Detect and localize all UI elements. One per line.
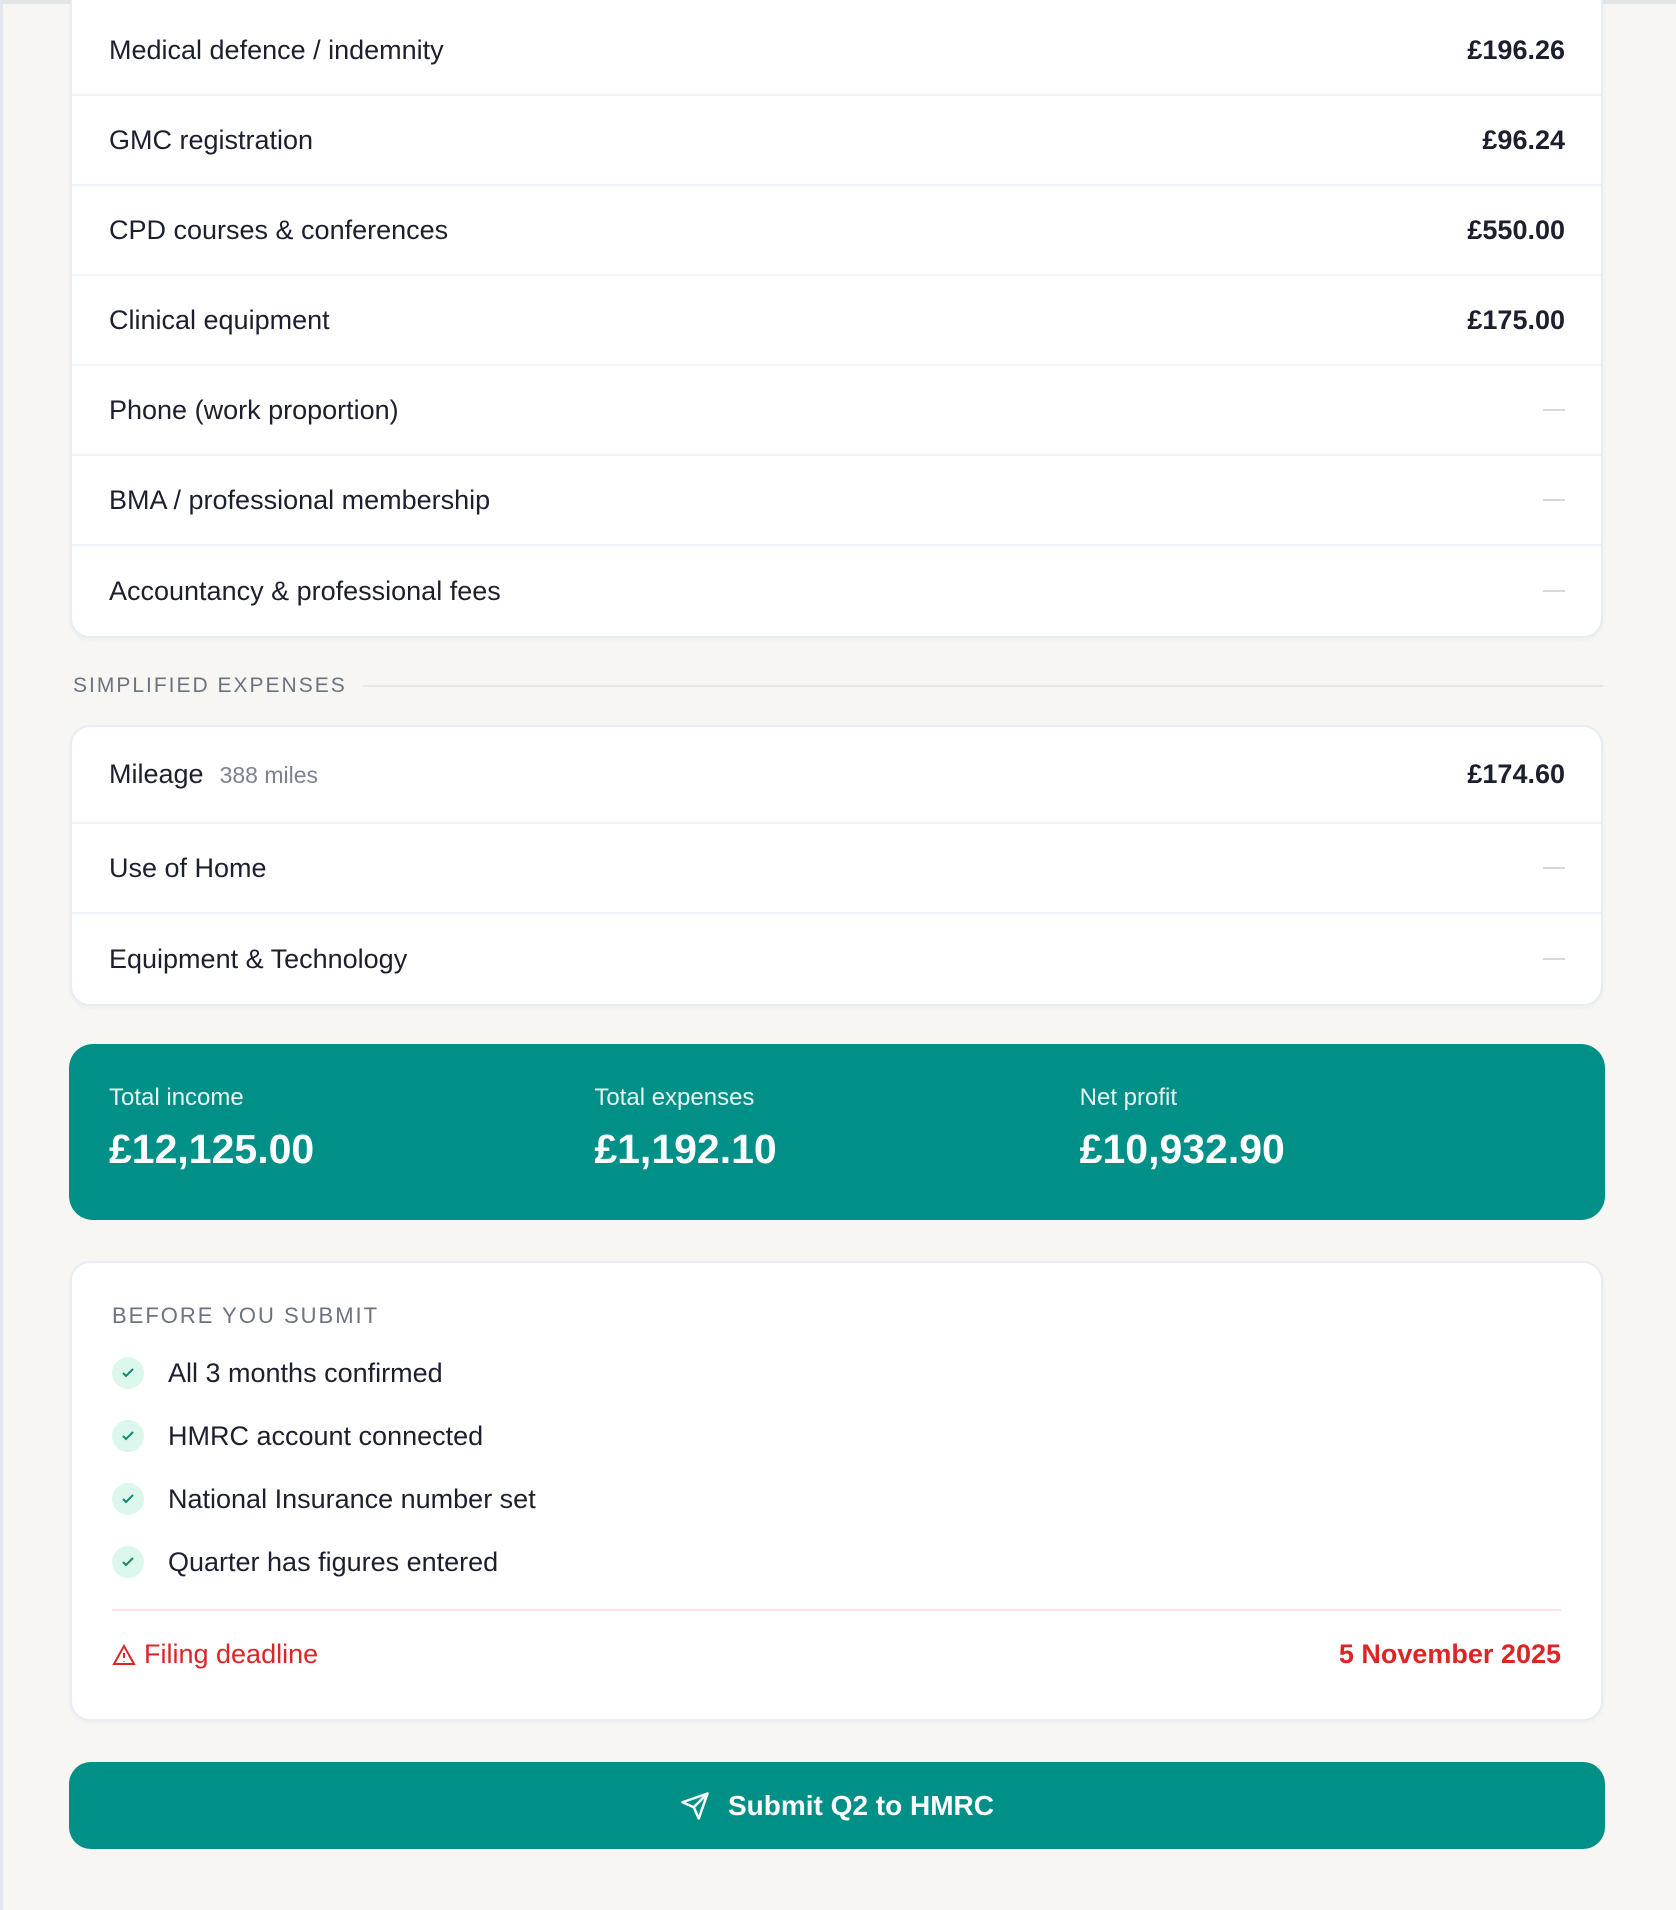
deadline-label: Filing deadline xyxy=(144,1639,319,1669)
row-label: Mileage xyxy=(109,759,204,789)
simplified-expenses-card xyxy=(70,725,1603,1006)
simplified-expenses-heading xyxy=(73,674,1603,698)
empty-dash xyxy=(1543,590,1565,592)
checklist-text: National Insurance number set xyxy=(168,1483,536,1514)
row-label: Medical defence / indemnity xyxy=(109,34,444,65)
expense-row[interactable] xyxy=(72,546,1601,636)
check-icon xyxy=(112,1420,144,1452)
mileage-miles: 388 miles xyxy=(219,762,318,788)
submit-button[interactable] xyxy=(69,1762,1605,1849)
expense-row[interactable] xyxy=(72,456,1601,546)
checklist-item xyxy=(112,1546,1561,1578)
expense-row[interactable] xyxy=(72,276,1601,366)
submit-label: Submit Q2 to HMRC xyxy=(728,1789,994,1821)
row-label: BMA / professional membership xyxy=(109,484,491,515)
check-icon xyxy=(112,1357,144,1389)
expense-row-equipment[interactable] xyxy=(72,914,1601,1004)
label: Total expenses xyxy=(594,1084,755,1111)
divider xyxy=(363,685,1603,687)
checklist-item xyxy=(112,1420,1561,1452)
row-label: Use of Home xyxy=(109,852,267,883)
row-amount: £174.60 xyxy=(1467,759,1565,789)
divider xyxy=(112,1609,1561,1611)
empty-dash xyxy=(1543,867,1565,869)
row-label: Clinical equipment xyxy=(109,304,330,335)
net-profit xyxy=(1080,1084,1565,1220)
row-label: GMC registration xyxy=(109,124,314,155)
value: £10,932.90 xyxy=(1079,1126,1285,1172)
value: £12,125.00 xyxy=(109,1126,315,1172)
empty-dash xyxy=(1543,409,1565,411)
checklist-item xyxy=(112,1357,1561,1389)
expense-row[interactable] xyxy=(72,186,1601,276)
expense-row-mileage[interactable] xyxy=(72,727,1601,824)
check-icon xyxy=(112,1483,144,1515)
section-label: SIMPLIFIED EXPENSES xyxy=(73,674,347,697)
filing-deadline xyxy=(112,1639,1561,1670)
checklist-item xyxy=(112,1483,1561,1515)
empty-dash xyxy=(1543,499,1565,501)
row-label: Phone (work proportion) xyxy=(109,394,399,425)
row-amount: £96.24 xyxy=(1482,124,1565,155)
checklist-text: All 3 months confirmed xyxy=(168,1357,443,1388)
row-amount: £550.00 xyxy=(1467,214,1565,245)
expenses-card xyxy=(70,0,1603,638)
row-label: Accountancy & professional fees xyxy=(109,575,501,606)
value: £1,192.10 xyxy=(594,1126,777,1172)
row-amount: £196.26 xyxy=(1467,34,1565,65)
expense-row[interactable] xyxy=(72,0,1601,96)
checklist-text: Quarter has figures entered xyxy=(168,1546,499,1577)
label: Total income xyxy=(109,1084,244,1111)
expense-row-use-of-home[interactable] xyxy=(72,824,1601,914)
warning-icon xyxy=(112,1643,136,1667)
check-icon xyxy=(112,1546,144,1578)
row-amount: £175.00 xyxy=(1467,304,1565,335)
row-label: Equipment & Technology xyxy=(109,943,408,974)
deadline-date: 5 November 2025 xyxy=(1338,1639,1561,1669)
checklist-text: HMRC account connected xyxy=(168,1420,484,1451)
expense-row[interactable] xyxy=(72,96,1601,186)
total-income xyxy=(109,1084,594,1220)
checklist-card xyxy=(70,1261,1603,1721)
checklist-heading: BEFORE YOU SUBMIT xyxy=(112,1303,380,1328)
empty-dash xyxy=(1543,958,1565,960)
send-icon xyxy=(680,1791,710,1821)
total-expenses xyxy=(594,1084,1079,1220)
expense-row[interactable] xyxy=(72,366,1601,456)
totals-summary xyxy=(69,1044,1605,1220)
label: Net profit xyxy=(1079,1084,1178,1111)
row-label: CPD courses & conferences xyxy=(109,214,449,245)
